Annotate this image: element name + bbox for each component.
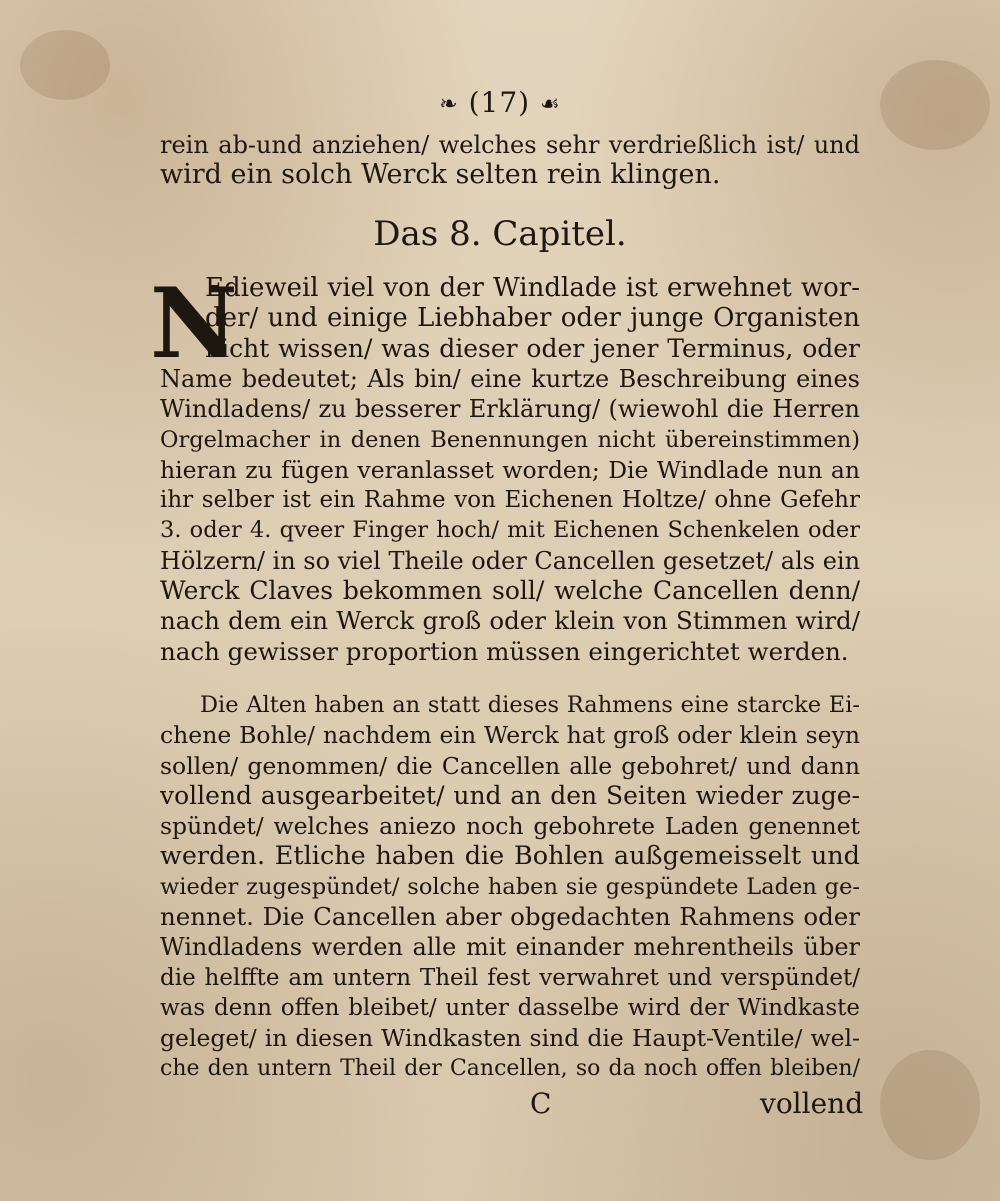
text-line: die helffte am untern Theil fest verwahret und verspündet/ — [160, 964, 860, 991]
text-line: Edieweil viel von der Windlade ist erwehnet wor- — [205, 273, 860, 303]
page-number: (17) — [468, 86, 531, 119]
text-line: sollen/ genommen/ die Cancellen alle gebohret/ und dann — [160, 751, 860, 780]
text-line: werden. Etliche haben die Bohlen außgemeisselt und — [160, 841, 860, 872]
text-line: nicht wissen/ was dieser oder jener Terminus, oder — [205, 333, 860, 363]
text-line: nach gewisser proportion müssen eingerichtet werden. — [160, 636, 849, 666]
paragraph-intro — [160, 364, 860, 667]
chapter-title: Das 8. Capitel. — [373, 214, 627, 254]
text-line: Hölzern/ in so viel Theile oder Cancellen gesetzet/ als ein — [160, 546, 860, 575]
text-line: Windladens werden alle mit einander mehrentheils über — [160, 933, 860, 962]
paragraph-intro-indented — [205, 273, 860, 364]
text-line: nennet. Die Cancellen aber obgedachten Rahmens oder — [160, 902, 860, 932]
page-header — [0, 86, 1000, 119]
text-line: der/ und einige Liebhaber oder junge Organisten — [205, 303, 860, 334]
ornament-left-icon: ❧ — [439, 92, 459, 117]
paragraph-continuation — [160, 130, 860, 191]
text-line: Windladens/ zu besserer Erklärung/ (wiewohl die Herren — [160, 395, 860, 424]
text-line: spündet/ welches aniezo noch gebohrete Laden genennet — [160, 812, 860, 841]
text-line: was denn offen bleibet/ unter dasselbe wird der Windkaste — [160, 994, 860, 1021]
text-line: wieder zugespündet/ solche haben sie gespündete Laden ge- — [160, 873, 860, 900]
text-line: Die Alten haben an statt dieses Rahmens eine starcke Ei- — [200, 692, 860, 718]
text-line: Orgelmacher in denen Benennungen nicht übereinstimmen) — [160, 426, 860, 453]
paper-stain — [880, 1050, 980, 1160]
ornament-right-icon: ☙ — [540, 92, 561, 117]
text-line: vollend ausgearbeitet/ und an den Seiten wieder zuge- — [160, 780, 860, 810]
text-line: chene Bohle/ nachdem ein Werck hat groß oder klein seyn — [160, 721, 860, 750]
text-line: Werck Claves bekommen soll/ welche Cancellen denn/ — [160, 576, 860, 606]
text-line: che den untern Theil der Cancellen, so da noch offen bleiben/ — [160, 1055, 860, 1081]
text-line: ihr selber ist ein Rahme von Eichenen Holtze/ ohne Gefehr — [160, 487, 860, 514]
text-line: wird ein solch Werck selten rein klingen. — [160, 160, 721, 191]
text-line: hieran zu fügen veranlasset worden; Die Windlade nun an — [160, 455, 860, 484]
signature-mark: C — [530, 1087, 552, 1120]
drop-capital: N — [150, 267, 238, 380]
text-line: nach dem ein Werck groß oder klein von Stimmen wird/ — [160, 606, 860, 636]
text-line: rein ab-und anziehen/ welches sehr verdrießlich ist/ und — [160, 131, 860, 159]
paragraph-alten — [160, 690, 860, 1084]
text-line: 3. oder 4. qveer Finger hoch/ mit Eichenen Schenkelen oder — [160, 517, 860, 544]
text-line: geleget/ in diesen Windkasten sind die Haupt-Ventile/ wel- — [160, 1024, 860, 1053]
catchword: vollend — [760, 1087, 864, 1120]
text-line: Name bedeutet; Als bin/ eine kurtze Beschreibung eines — [160, 365, 860, 393]
